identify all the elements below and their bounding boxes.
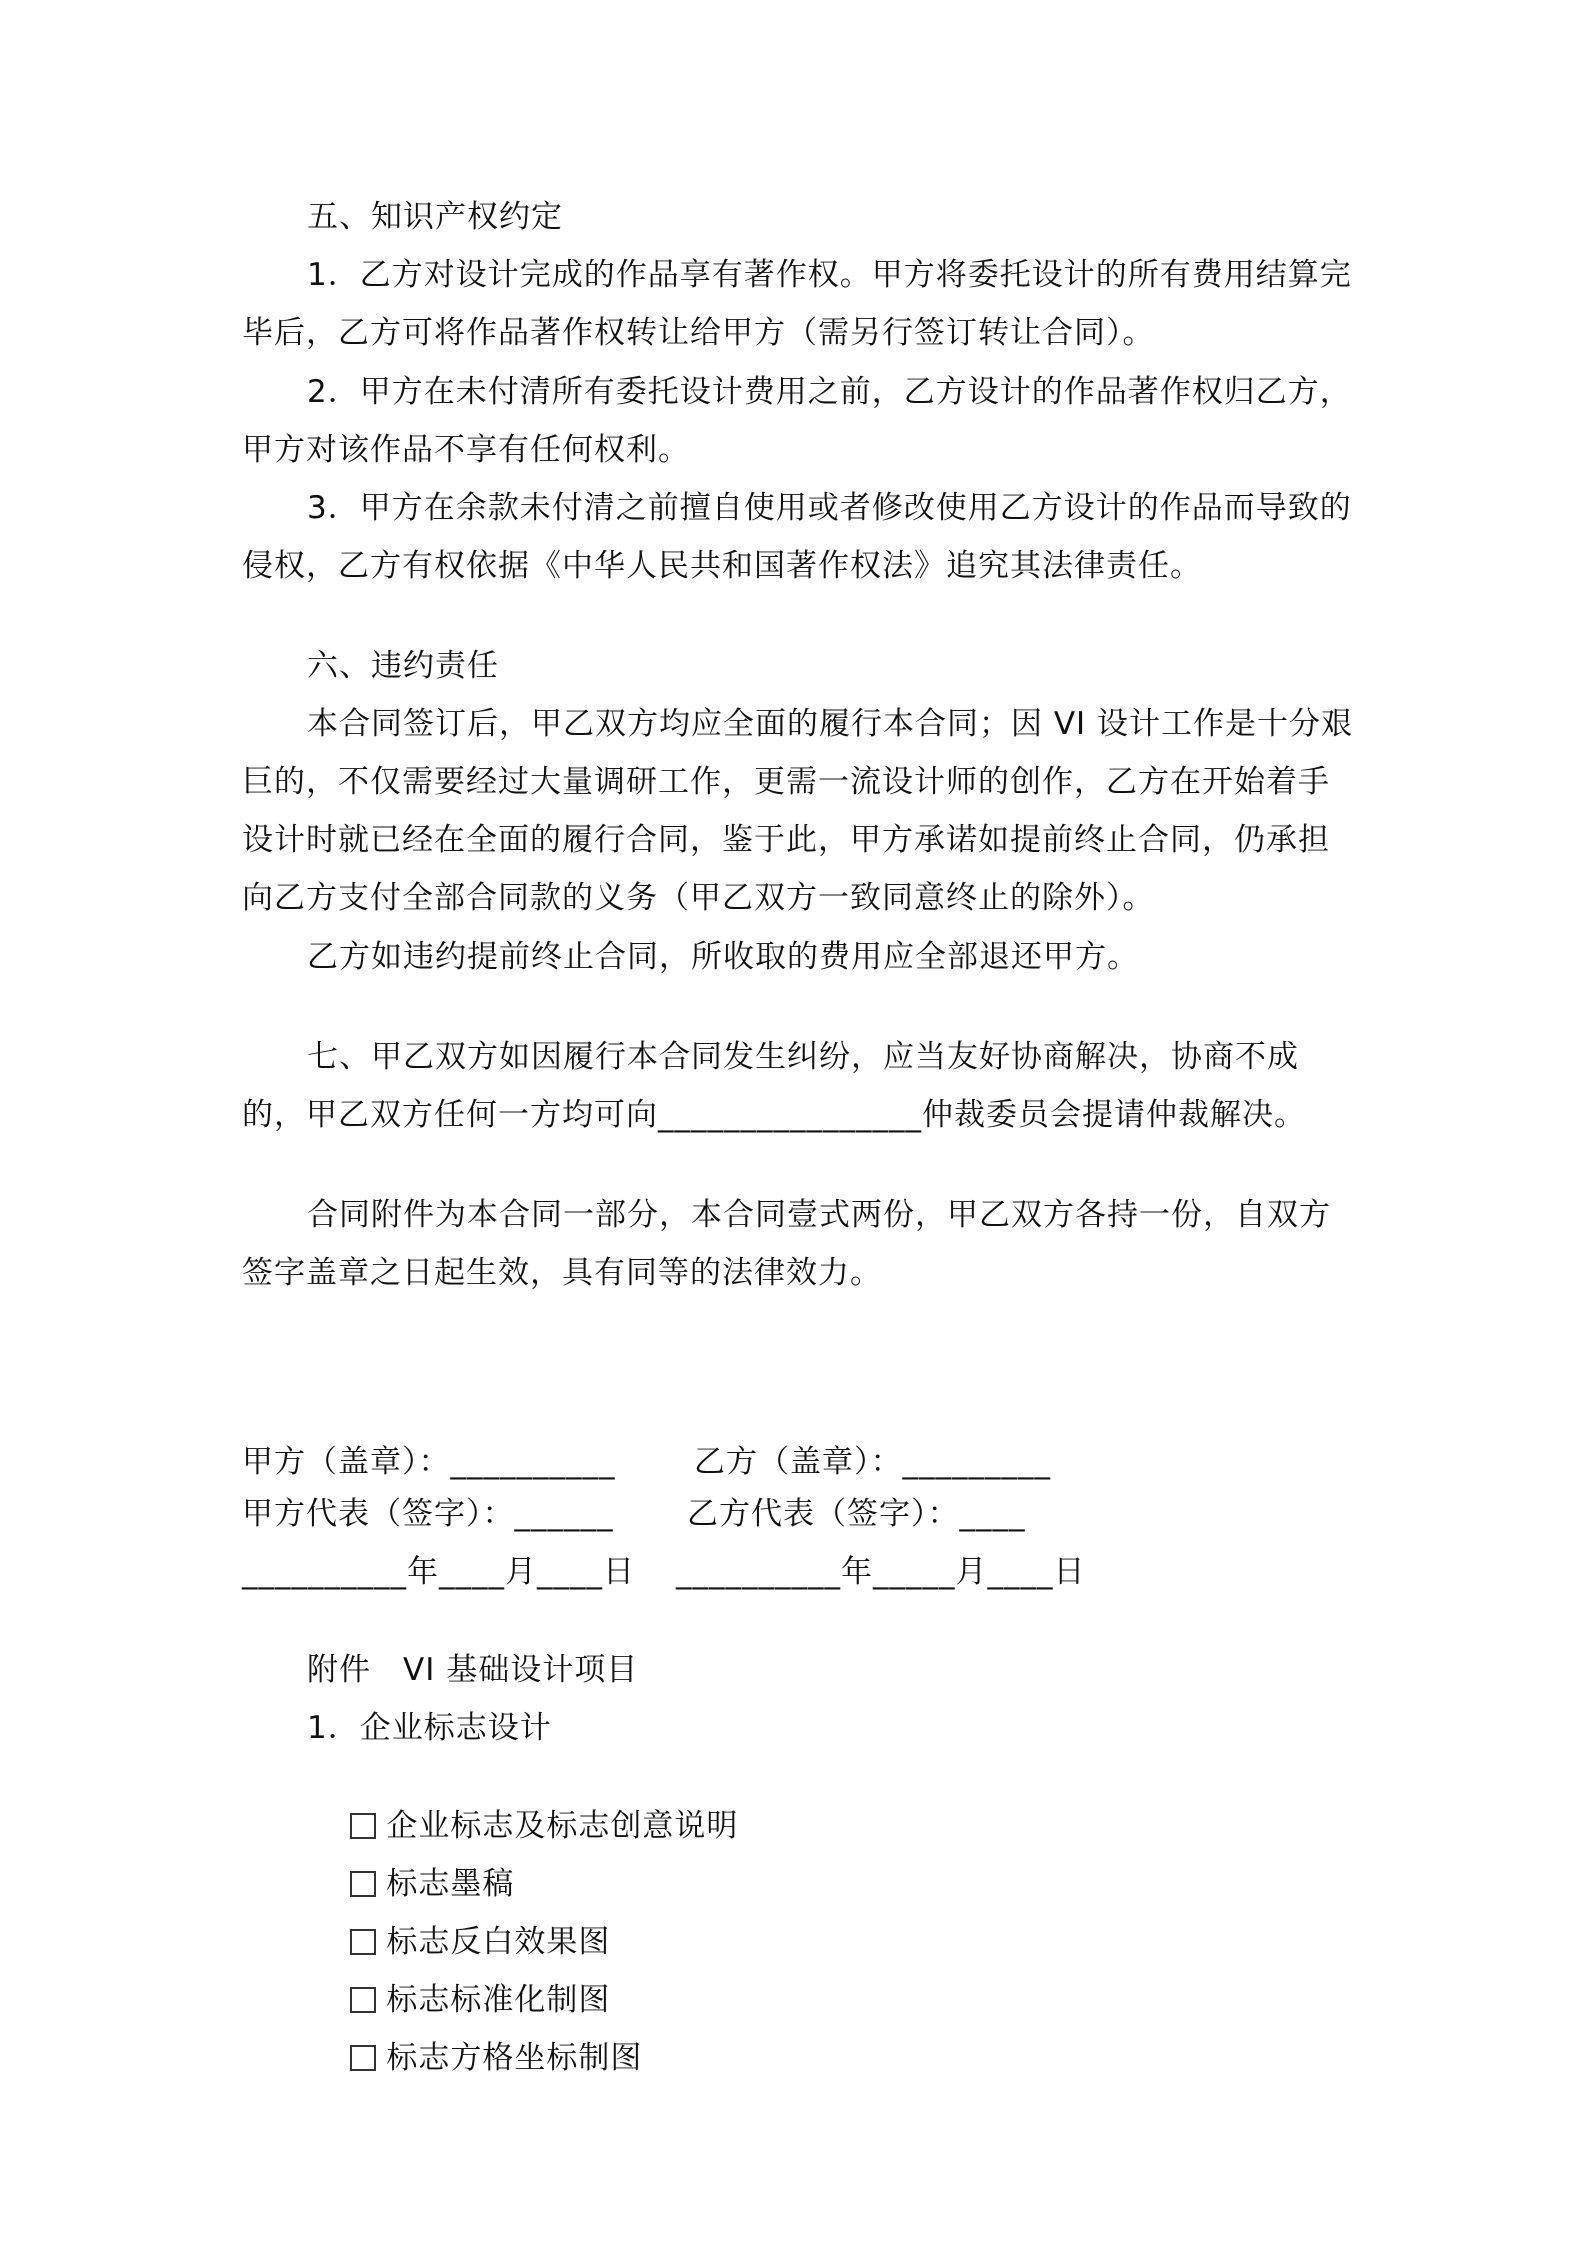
section6-p1-line4: 向乙方支付全部合同款的义务（甲乙双方一致同意终止的除外）。 (242, 880, 1155, 916)
section7-line2: 的，甲乙双方任何一方均可向________________仲裁委员会提请仲裁解决。 (242, 1097, 1306, 1133)
appendix-item-label: 企业标志及标志创意说明 (386, 1808, 739, 1844)
section6-heading: 六、违约责任 (307, 648, 499, 684)
appendix-title: 附件 VI 基础设计项目 (307, 1652, 639, 1688)
party-b-representative: 乙方代表（签字）：____ (687, 1496, 1026, 1532)
section6-p1-line2: 巨的，不仅需要经过大量调研工作，更需一流设计师的创作，乙方在开始着手 (242, 764, 1330, 800)
section6-p2: 乙方如违约提前终止合同，所收取的费用应全部退还甲方。 (307, 939, 1139, 975)
appendix-item-label: 标志方格坐标制图 (386, 2040, 643, 2076)
section5-p1-line1: 1．乙方对设计完成的作品享有著作权。甲方将委托设计的所有费用结算完 (307, 257, 1352, 293)
closing-line2: 签字盖章之日起生效，具有同等的法律效力。 (242, 1255, 882, 1291)
section5-p3-line2: 侵权，乙方有权依据《中华人民共和国著作权法》追究其法律责任。 (242, 548, 1202, 584)
party-b-seal: 乙方（盖章）：_________ (694, 1444, 1051, 1480)
section5-heading: 五、知识产权约定 (307, 199, 563, 235)
checkbox-icon (350, 2045, 376, 2071)
appendix-item-label: 标志反白效果图 (386, 1924, 611, 1960)
date-party-a: __________年____月____日 (242, 1554, 635, 1590)
appendix-item-label: 标志标准化制图 (386, 1982, 611, 2018)
section5-p1-line2: 毕后，乙方可将作品著作权转让给甲方（需另行签订转让合同）。 (242, 315, 1155, 351)
appendix-item-label: 标志墨稿 (386, 1866, 515, 1902)
party-a-representative: 甲方代表（签字）：______ (242, 1496, 614, 1532)
section6-p1-line3: 设计时就已经在全面的履行合同，鉴于此，甲方承诺如提前终止合同，仍承担 (242, 822, 1330, 858)
appendix-item (307, 1998, 642, 2118)
section5-p2-line1: 2．甲方在未付清所有委托设计费用之前，乙方设计的作品著作权归乙方， (307, 374, 1352, 410)
appendix-subtitle: 1．企业标志设计 (307, 1710, 552, 1746)
party-a-seal: 甲方（盖章）：__________ (242, 1444, 616, 1480)
closing-line1: 合同附件为本合同一部分，本合同壹式两份，甲乙双方各持一份，自双方 (307, 1197, 1331, 1233)
section7-line1: 七、甲乙双方如因履行本合同发生纠纷，应当友好协商解决，协商不成 (307, 1039, 1299, 1075)
section5-p3-line1: 3．甲方在余款未付清之前擅自使用或者修改使用乙方设计的作品而导致的 (307, 490, 1352, 526)
section5-p2-line2: 甲方对该作品不享有任何权利。 (242, 432, 690, 468)
section6-p1-line1: 本合同签订后，甲乙双方均应全面的履行本合同；因 VI 设计工作是十分艰 (307, 706, 1354, 742)
date-party-b: __________年_____月____日 (676, 1554, 1086, 1590)
